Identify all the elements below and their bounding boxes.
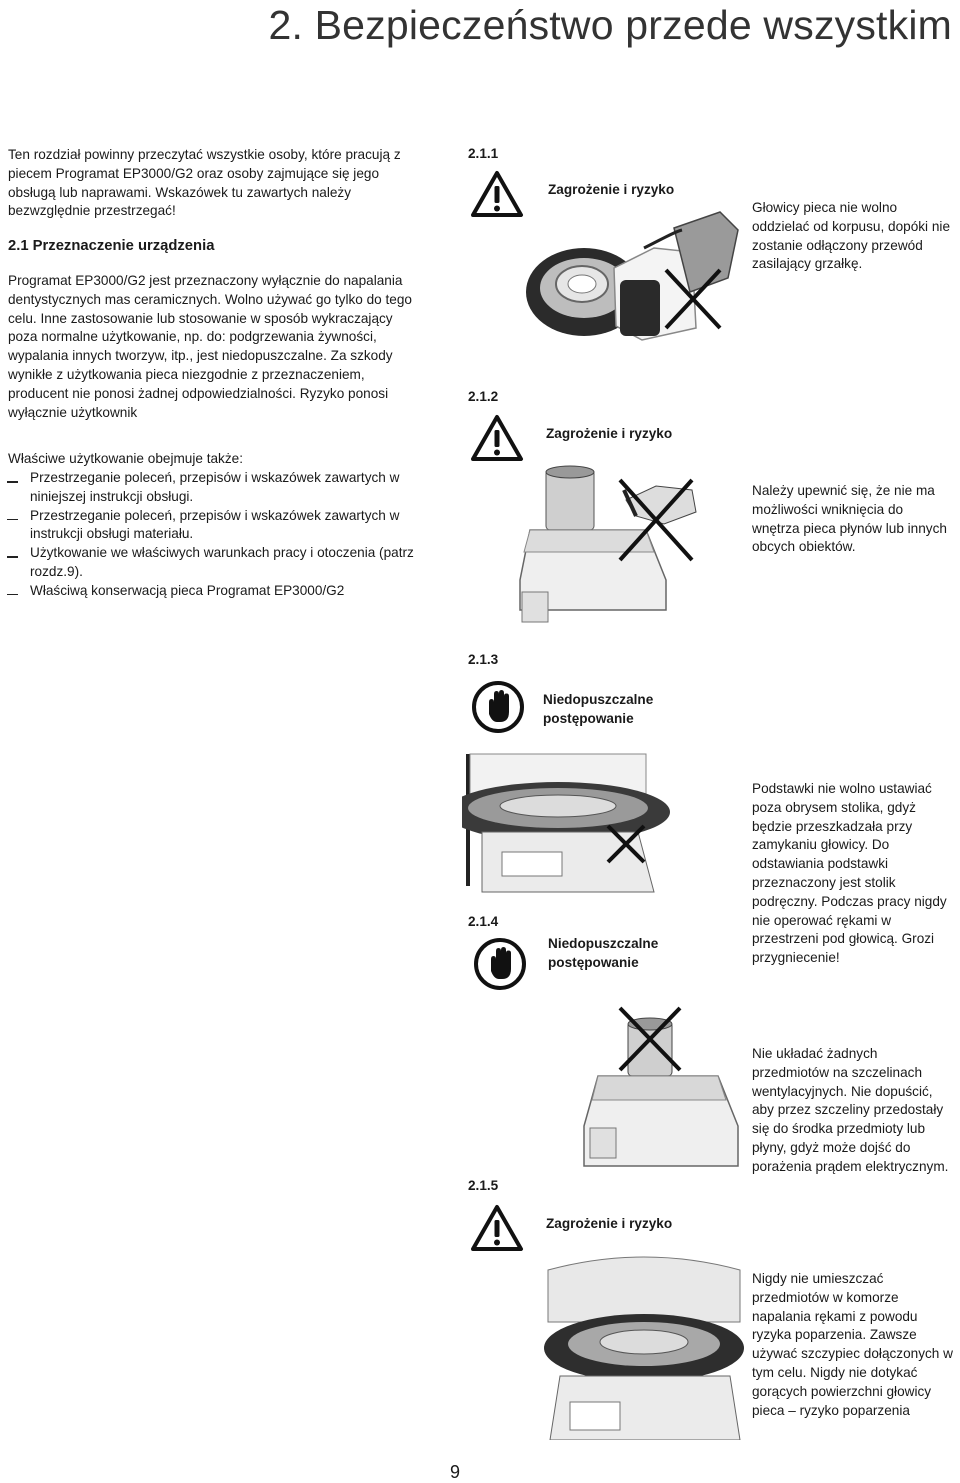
section-title: Niedopuszczalne postępowanie: [548, 936, 659, 970]
proper-use-intro: Właściwe użytkowanie obejmuje także:: [8, 451, 243, 466]
list-item: Użytkowanie we właściwych warunkach pracy i otoczenia (patrz rozdz.9).: [4, 544, 414, 582]
section-number: 2.1.3: [468, 652, 499, 667]
warning-icon: [470, 1204, 524, 1252]
section-title: Zagrożenie i ryzyko: [548, 182, 675, 197]
list-item: Przestrzeganie poleceń, przepisów i wskazówek zawartych w niniejszej instrukcji obsługi.: [4, 469, 414, 507]
furnace-base-illustration: [462, 752, 674, 902]
section-number: 2.1.5: [468, 1178, 499, 1193]
section-number: 2.1.4: [468, 914, 499, 929]
section-text: Podstawki nie wolno ustawiać poza obrysem stolika, gdyż będzie przeszkadzała przy zamykaniu głowicy. Do odstawiania podstawki przeznaczony jest stolik podręczny. Podczas pracy nigdy nie operować rękami w przestrzeni pod głowicą. Grozi przygniecenie!: [752, 781, 947, 966]
section-text: Nigdy nie umieszczać przedmiotów w komorze napalania rękami z powodu ryzyka poparzenia. Zawsze używać szczypiec dołączonych w tym celu. Nigdy nie dotykać gorących powierzchni głowicy pieca – ryzyko poparzenia: [752, 1271, 953, 1418]
furnace-head-illustration: [524, 208, 750, 358]
section-title: Zagrożenie i ryzyko: [546, 426, 673, 441]
stop-hand-icon: [471, 680, 525, 734]
furnace-chamber-illustration: [540, 1252, 746, 1440]
section-heading: 2.1 Przeznaczenie urządzenia: [8, 238, 215, 254]
furnace-vent-illustration: [568, 1006, 764, 1176]
section-text: Należy upewnić się, że nie ma możliwości wniknięcia do wnętrza pieca płynów lub innych obcych obiektów.: [752, 483, 947, 555]
section-text: Głowicy pieca nie wolno oddzielać od korpusu, dopóki nie zostanie odłączony przewód zasilający grzałkę.: [752, 200, 950, 272]
warning-icon: [470, 414, 524, 462]
furnace-liquid-illustration: [516, 460, 706, 638]
section-number: 2.1.2: [468, 389, 499, 404]
warning-icon: [470, 170, 524, 218]
section-number: 2.1.1: [468, 146, 499, 161]
section-title: Zagrożenie i ryzyko: [546, 1216, 673, 1231]
list-item: Przestrzeganie poleceń, przepisów i wskazówek zawartych w instrukcji obsługi materiału.: [4, 507, 414, 545]
page-title: 2. Bezpieczeństwo przede wszystkim: [268, 2, 952, 48]
page-number: 9: [450, 1462, 461, 1482]
stop-hand-icon: [473, 937, 527, 991]
purpose-paragraph: Programat EP3000/G2 jest przeznaczony wyłącznie do napalania dentystycznych mas ceramicznych. Wolno używać go tylko do tego celu. Inne zastosowanie lub stosowanie w sposób wykraczający poza normalne użytkowanie, np. do: podgrzewania żywności, wypalania innych tworzyw, itp., jest niedopuszczalne. Za szkody wynikłe z użytkowania pieca niezgodnie z przeznaczeniem, producent nie ponosi żadnej odpowiedzialności. Ryzyko ponosi wyłącznie użytkownik: [8, 273, 412, 420]
section-title: Niedopuszczalne postępowanie: [543, 692, 654, 726]
section-text: Nie układać żadnych przedmiotów na szczelinach wentylacyjnych. Nie dopuścić, aby przez szczeliny przedostały się do środka przedmioty lub płyny, gdyż może dojść do porażenia prądem elektrycznym.: [752, 1046, 949, 1174]
proper-use-list: [4, 469, 414, 601]
intro-paragraph: Ten rozdział powinny przeczytać wszystkie osoby, które pracują z piecem Programat EP3000/G2 oraz osoby zajmujące się jego obsługą lub naprawami. Wskazówek tu zawartych należy bezwzględnie przestrzegać!: [8, 147, 401, 219]
list-item: Właściwą konserwacją pieca Programat EP3000/G2: [4, 582, 414, 601]
